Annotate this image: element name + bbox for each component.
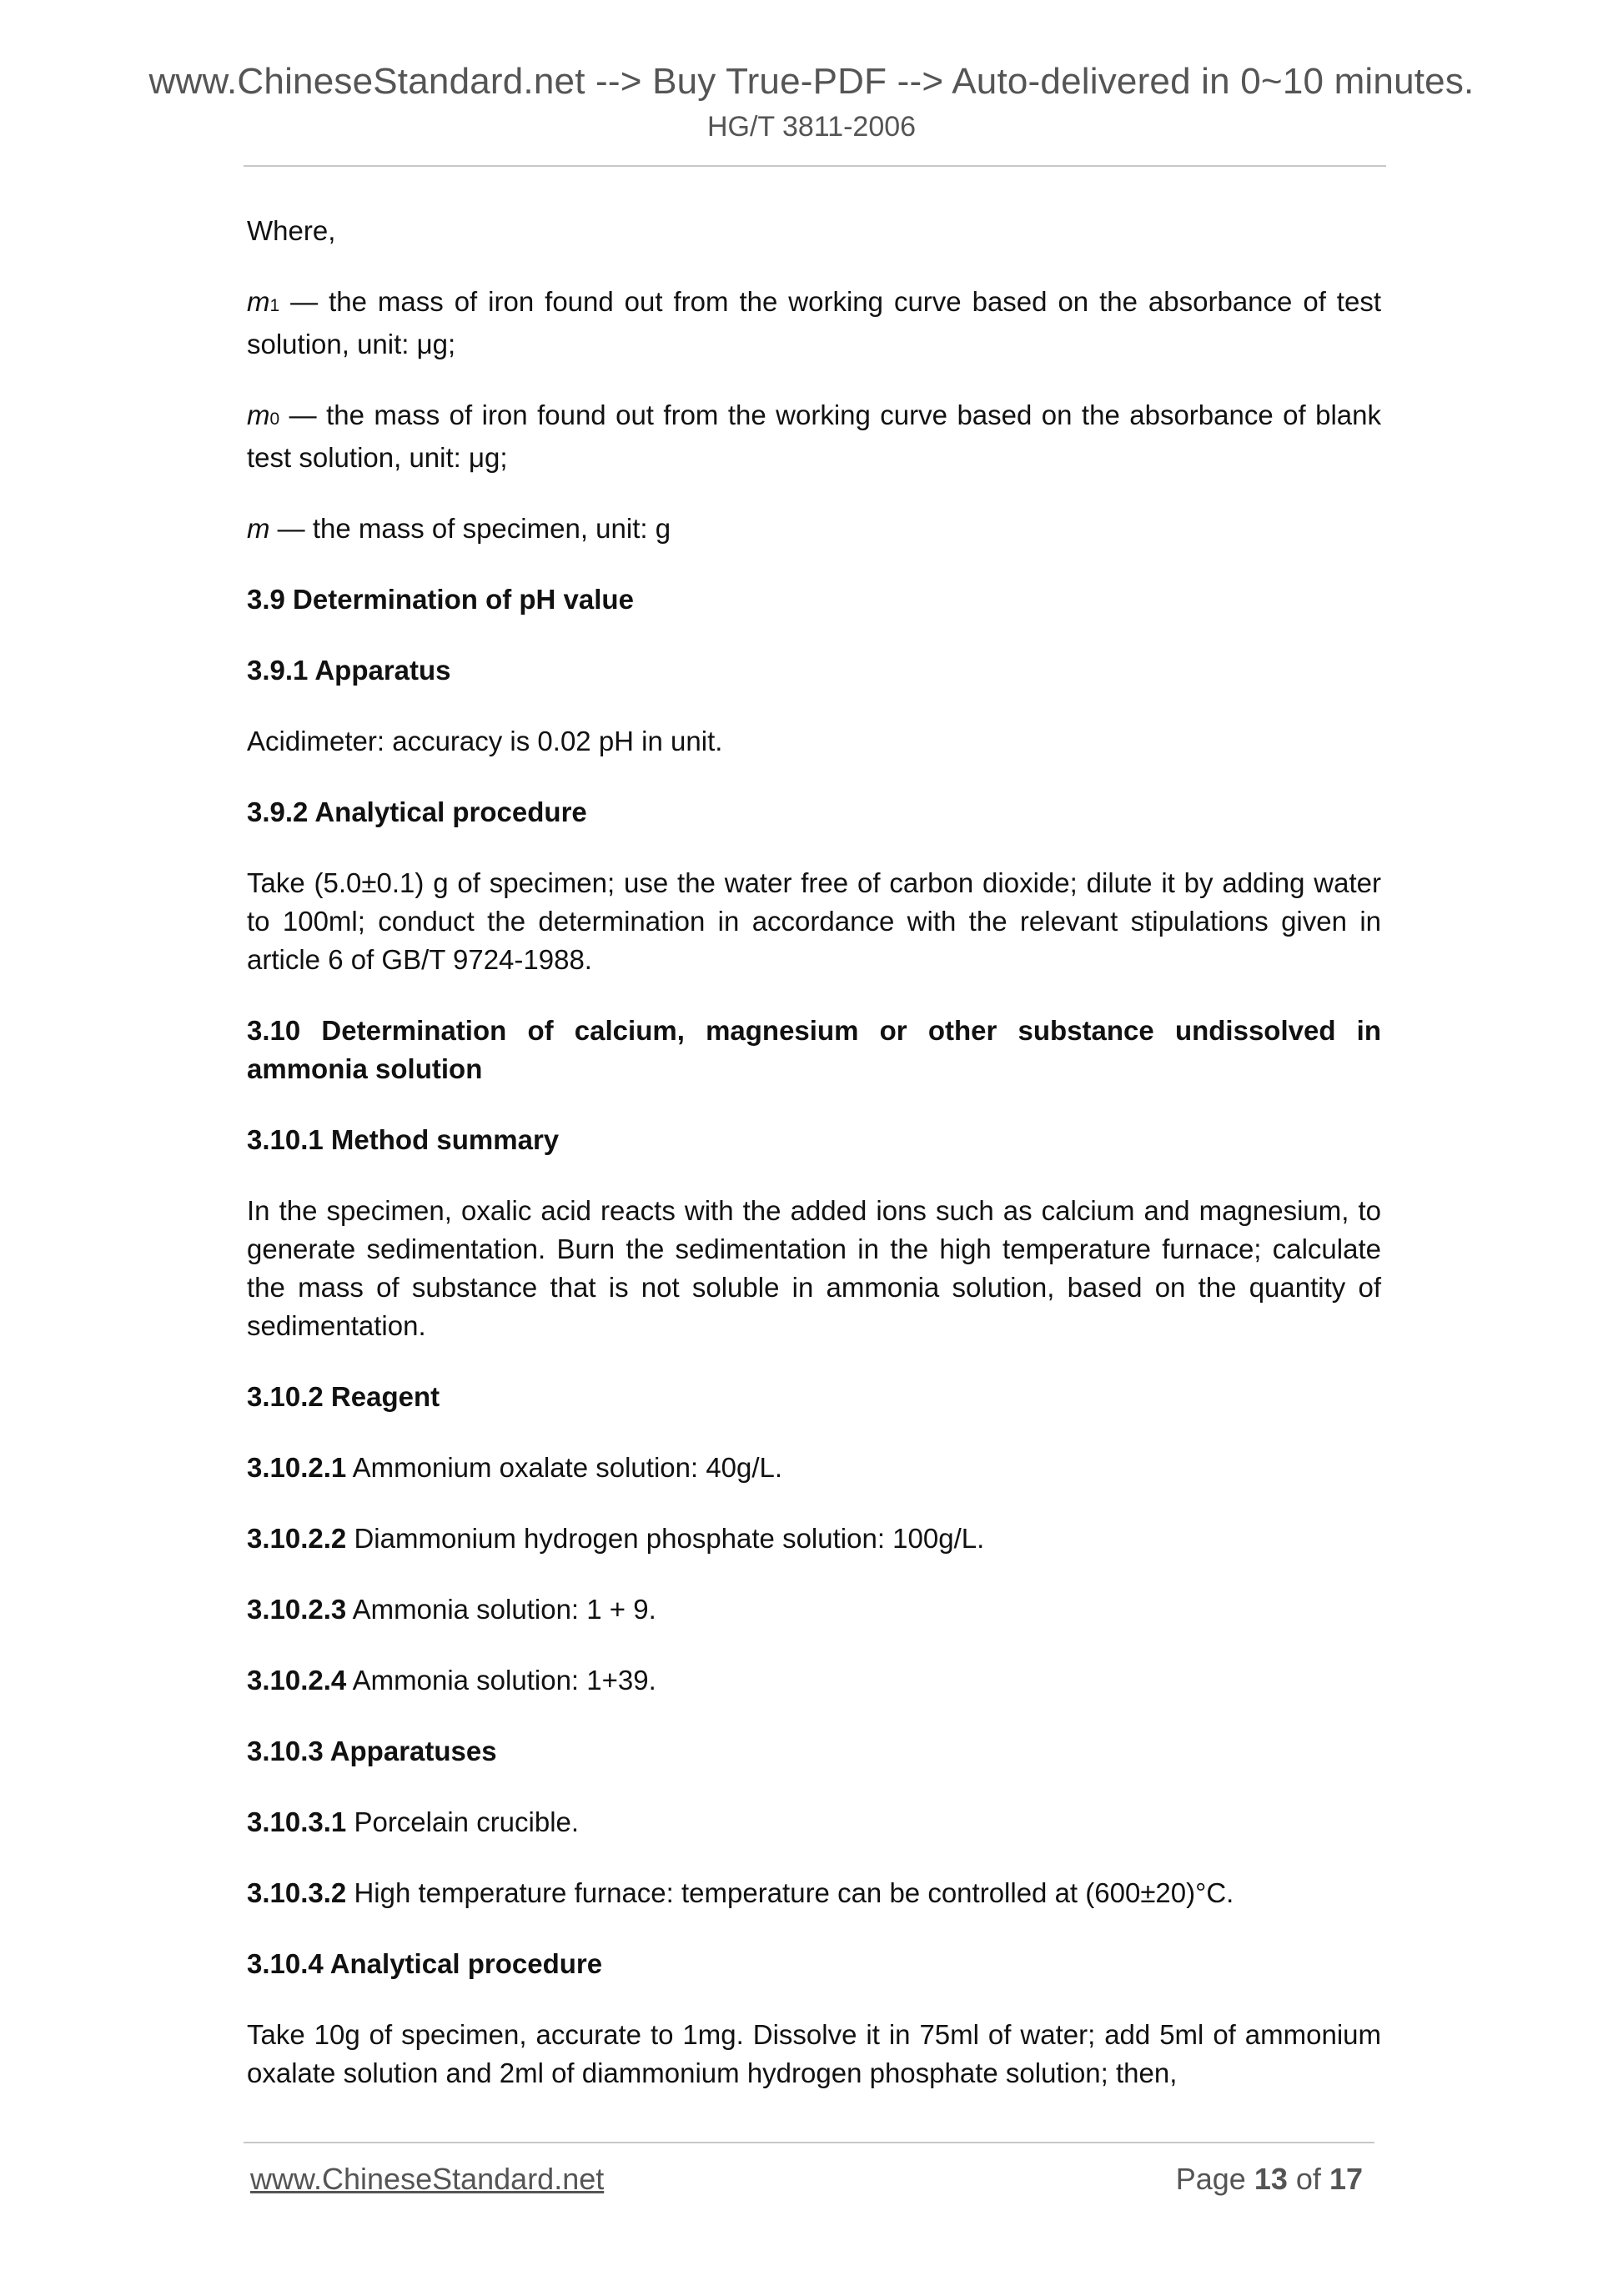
definition-m1: [247, 283, 1381, 364]
reagent-item: [247, 1449, 1381, 1487]
section-3-10-3-heading: 3.10.3 Apparatuses: [247, 1736, 497, 1766]
section-3-10-2-heading: 3.10.2 Reagent: [247, 1381, 440, 1412]
page-word: Page: [1175, 2162, 1246, 2196]
definition-m1-text: — the mass of iron found out from the working curve based on the absorbance of test solution, unit: μg;: [247, 286, 1381, 359]
reagent-item-number: 3.10.2.3: [247, 1594, 347, 1625]
section-3-10-4-heading: 3.10.4 Analytical procedure: [247, 1948, 603, 1979]
where-label: Where,: [247, 215, 336, 246]
header-divider: [244, 165, 1386, 167]
var-m1: m: [247, 286, 270, 317]
reagent-item-number: 3.10.2.1: [247, 1452, 347, 1483]
definition-m0: [247, 396, 1381, 477]
section-3-10-4-text: Take 10g of specimen, accurate to 1mg. Dissolve it in 75ml of water; add 5ml of ammonium oxalate solution and 2ml of diammonium hydrogen phosphate solution; then,: [247, 2019, 1381, 2088]
definition-m0-text: — the mass of iron found out from the working curve based on the absorbance of blank test solution, unit: μg;: [247, 399, 1381, 473]
standard-code: HG/T 3811-2006: [706, 111, 917, 143]
reagent-item-number: 3.10.2.4: [247, 1665, 347, 1696]
section-3-9-heading: 3.9 Determination of pH value: [247, 584, 634, 615]
page-current: 13: [1254, 2162, 1288, 2196]
apparatus-item-number: 3.10.3.2: [247, 1877, 347, 1908]
section-3-9-1-text: Acidimeter: accuracy is 0.02 pH in unit.: [247, 726, 723, 756]
section-3-10-heading: 3.10 Determination of calcium, magnesium or other substance undissolved in ammonia solution: [247, 1015, 1381, 1084]
var-m: m: [247, 513, 270, 544]
var-m0-subscript: 0: [269, 409, 280, 429]
definition-m-text: — the mass of specimen, unit: g: [269, 513, 671, 544]
section-3-9-1-heading: 3.9.1 Apparatus: [247, 655, 451, 686]
reagent-item-text: Ammonia solution: 1+39.: [346, 1665, 656, 1696]
reagent-item: [247, 1590, 1381, 1629]
apparatus-item-text: High temperature furnace: temperature can be controlled at (600±20)°C.: [346, 1877, 1234, 1908]
reagent-item: [247, 1661, 1381, 1700]
section-3-10-1-heading: 3.10.1 Method summary: [247, 1124, 560, 1155]
reagent-item-text: Ammonia solution: 1 + 9.: [346, 1594, 656, 1625]
page-total: 17: [1329, 2162, 1363, 2196]
header-banner: www.ChineseStandard.net --> Buy True-PDF --> Auto-delivered in 0~10 minutes.: [148, 61, 1475, 102]
reagent-item-text: Ammonium oxalate solution: 40g/L.: [346, 1452, 783, 1483]
footer-divider: [244, 2142, 1374, 2143]
section-3-9-2-text: Take (5.0±0.1) g of specimen; use the water free of carbon dioxide; dilute it by adding water to 100ml; conduct the determination in accordance with the relevant stipulations given in article 6 of GB/T 9724-1988.: [247, 867, 1381, 975]
reagent-item-text: Diammonium hydrogen phosphate solution: 100g/L.: [346, 1523, 985, 1554]
apparatus-item: [247, 1874, 1381, 1912]
reagent-item-number: 3.10.2.2: [247, 1523, 347, 1554]
section-3-10-1-text: In the specimen, oxalic acid reacts with the added ions such as calcium and magnesium, to generate sedimentation. Burn the sedimentation in the high temperature furnace; calculate the mass of substance that is not soluble in ammonia solution, based on the quantity of sedimentation.: [247, 1195, 1381, 1341]
reagent-item: [247, 1520, 1381, 1558]
section-3-9-2-heading: 3.9.2 Analytical procedure: [247, 796, 587, 827]
page-indicator: [1176, 2162, 1363, 2197]
var-m1-subscript: 1: [269, 296, 280, 315]
document-body: [247, 212, 1381, 2125]
apparatus-item-text: Porcelain crucible.: [346, 1806, 580, 1837]
apparatus-item-number: 3.10.3.1: [247, 1806, 347, 1837]
apparatus-item: [247, 1803, 1381, 1841]
of-word: of: [1295, 2162, 1321, 2196]
footer-site-link[interactable]: www.ChineseStandard.net: [250, 2162, 605, 2196]
definition-m: [247, 510, 1381, 548]
var-m0: m: [247, 399, 270, 430]
